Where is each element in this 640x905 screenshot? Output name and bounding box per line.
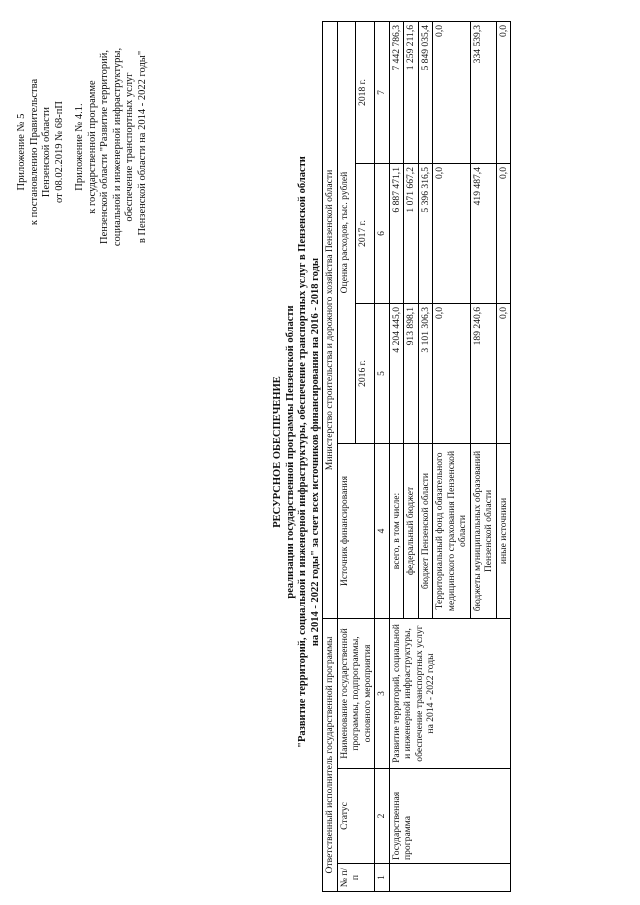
value-2017-cell: 6 887 471,1 — [389, 164, 404, 304]
rotated-document — [10, 12, 630, 892]
title-line: на 2014 - 2022 годы" за счет всех источников финансирования на 2016 - 2018 годы — [309, 257, 321, 647]
value-2018-cell: 0,0 — [433, 21, 471, 163]
col-number: 1 — [375, 864, 390, 892]
year-2018-header: 2018 г. — [356, 21, 375, 163]
appendix41-line: Приложение № 4.1. — [74, 103, 85, 191]
header-row — [337, 21, 356, 891]
col-name-header: Наименование государственной программы, подпрограммы, основного мероприятия — [337, 619, 375, 769]
value-2017-cell: 5 396 316,5 — [418, 164, 433, 304]
value-2017-cell: 419 487,4 — [470, 164, 496, 304]
source-cell: иные источники — [496, 444, 511, 619]
value-2017-cell: 0,0 — [433, 164, 471, 304]
source-cell: бюджет Пензенской области — [418, 444, 433, 619]
year-2016-header: 2016 г. — [356, 304, 375, 444]
row-num-cell — [389, 864, 511, 892]
col-source-header: Источник финансирования — [337, 444, 375, 619]
col-estimate-header: Оценка расходов, тыс. рублей — [337, 21, 356, 443]
table-row — [389, 21, 404, 891]
year-2017-header: 2017 г. — [356, 164, 375, 304]
appendix5-line: Приложение № 5 — [16, 113, 27, 191]
appendix5-line: от 08.02.2019 № 68-пП — [53, 100, 65, 204]
appendix5-line: к постановлению Правительства — [28, 78, 40, 226]
appendix41-line: Пензенской области "Развитие территорий, — [99, 50, 110, 244]
col-number: 5 — [375, 304, 390, 444]
col-number: 3 — [375, 619, 390, 769]
appendix41-line: социальной и инженерной инфраструктуры, — [111, 47, 123, 247]
appendix5-header — [16, 52, 66, 252]
value-2016-cell: 0,0 — [496, 304, 511, 444]
value-2018-cell: 7 442 786,3 — [389, 21, 404, 163]
value-2018-cell: 0,0 — [496, 21, 511, 163]
source-cell: федеральный бюджет — [404, 444, 419, 619]
col-number: 4 — [375, 444, 390, 619]
column-numbers-row — [375, 21, 390, 891]
title-line: "Развитие территорий, социальной и инженерной инфраструктуры, обеспечение транспортных услуг в Пензенской области — [297, 156, 308, 748]
source-cell: всего, в том числе: — [389, 444, 404, 619]
title-line: РЕСУРСНОЕ ОБЕСПЕЧЕНИЕ — [272, 376, 283, 528]
appendix5-line: Пензенской области — [41, 106, 52, 198]
col-num-header: № п/п — [337, 864, 375, 892]
value-2016-cell: 4 204 445,0 — [389, 304, 404, 444]
appendix41-header — [74, 17, 149, 277]
responsible-label: Ответственный исполнитель государственной программы — [323, 619, 338, 892]
source-cell: бюджеты муниципальных образований Пензенской области — [470, 444, 496, 619]
appendix41-line: в Пензенской области на 2014 - 2022 годы" — [136, 50, 148, 244]
status-cell: Государственная программа — [389, 769, 511, 864]
value-2016-cell: 3 101 306,3 — [418, 304, 433, 444]
program-name-cell: Развитие территорий, социальной и инженерной инфраструктуры, обеспечение транспортных услуг на 2014 - 2022 годы — [389, 619, 511, 769]
value-2018-cell: 5 849 035,4 — [418, 21, 433, 163]
responsible-value: Министерство строительства и дорожного хозяйства Пензенской области — [323, 21, 338, 618]
appendix41-line: обеспечение транспортных услуг — [124, 72, 135, 222]
col-number: 6 — [375, 164, 390, 304]
col-number: 7 — [375, 21, 390, 163]
resource-table — [322, 21, 511, 892]
value-2016-cell: 189 240,6 — [470, 304, 496, 444]
value-2017-cell: 1 071 667,2 — [404, 164, 419, 304]
document-title — [272, 12, 322, 892]
value-2018-cell: 334 539,3 — [470, 21, 496, 163]
col-status-header: Статус — [337, 769, 375, 864]
value-2016-cell: 0,0 — [433, 304, 471, 444]
value-2018-cell: 1 259 211,6 — [404, 21, 419, 163]
value-2016-cell: 913 898,1 — [404, 304, 419, 444]
appendix41-line: к государственной программе — [86, 80, 98, 214]
col-number: 2 — [375, 769, 390, 864]
value-2017-cell: 0,0 — [496, 164, 511, 304]
source-cell: Территориальный фонд обязательного медицинского страхования Пензенской области — [433, 444, 471, 619]
title-line: реализации государственной программы Пензенской области — [284, 305, 296, 599]
responsible-row — [323, 21, 338, 891]
